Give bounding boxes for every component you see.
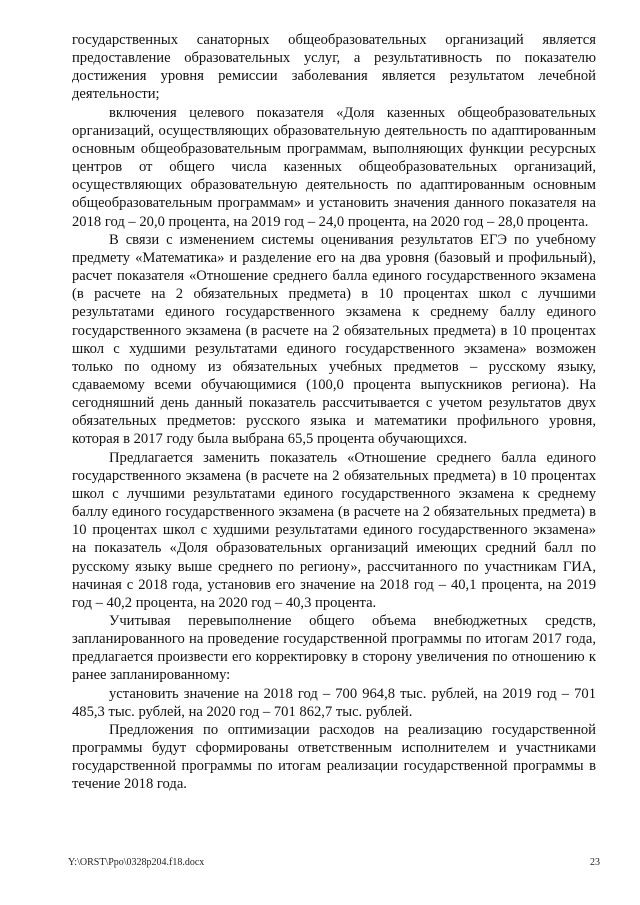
page-number: 23 bbox=[590, 857, 600, 868]
paragraph-funds-values: установить значение на 2018 год – 700 964,8 тыс. рублей, на 2019 год – 701 485,3 тыс. рублей, на 2020 год – 701 862,7 тыс. рублей. bbox=[72, 685, 596, 720]
document-body bbox=[72, 31, 596, 794]
paragraph-optimization-proposals: Предложения по оптимизации расходов на реализацию государственной программы будут сформированы ответственным исполнителем и участниками государственной программы по итогам реализации государственной программы в течение 2018 года. bbox=[72, 721, 596, 793]
paragraph-continuation: государственных санаторных общеобразовательных организаций является предоставление образовательных услуг, а результативность по показателю достижения уровня ремиссии заболевания является результатом лечебной деятельности; bbox=[72, 32, 596, 103]
paragraph-indicator-replacement: Предлагается заменить показатель «Отношение среднего балла единого государственного экзамена (в расчете на 2 обязательных предмета) в 10 процентах школ с лучшими результатами единого государственного экзамена к среднему баллу единого государственного экзамена (в расчете на 2 обязательных предмета) в 10 процентах школ с худшими результатами единого государственного экзамена» на показатель «Доля образовательных организаций имеющих средний балл по русскому языку выше среднего по региону», рассчитанного по участникам ГИА, начиная с 2018 года, установив его значение на 2018 год – 40,1 процента, на 2019 год – 40,2 процента, на 2020 год – 40,3 процента. bbox=[72, 449, 596, 611]
footer-file-path: Y:\ORST\Ppo\0328p204.f18.docx bbox=[68, 857, 205, 868]
paragraph-extrabudgetary-funds: Учитывая перевыполнение общего объема внебюджетных средств, запланированного на проведение государственной программы по итогам 2017 года, предлагается произвести его корректировку в сторону увеличения по отношению к ранее запланированному: bbox=[72, 613, 596, 684]
paragraph-ege-assessment: В связи с изменением системы оценивания результатов ЕГЭ по учебному предмету «Математика» и разделение его на два уровня (базовый и профильный), расчет показателя «Отношение среднего балла единого государственного экзамена (в расчете на 2 обязательных предмета) в 10 процентах школ с лучшими результатами единого государственного экзамена к среднему баллу единого государственного экзамена (в расчете на 2 обязательных предмета) в 10 процентах школ с худшими результатами единого государственного экзамена» возможен только по одному из обязательных учебных предметов – русскому языку, сдаваемому всеми обучающимися (100,0 процента выпускников региона). На сегодняшний день данный показатель рассчитывается с учетом результатов двух обязательных предметов: русского языка и математики профильного уровня, которая в 2017 году была выбрана 65,5 процента обучающихся. bbox=[72, 231, 596, 448]
paragraph-target-indicator: включения целевого показателя «Доля казенных общеобразовательных организаций, осуществляющих образовательную деятельность по адаптированным основным общеобразовательным программам, выполняющих функции ресурсных центров от общего числа казенных общеобразовательных организаций, осуществляющих образовательную деятельность по адаптированным основным общеобразовательным программам» и установить значения данного показателя на 2018 год – 20,0 процента, на 2019 год – 24,0 процента, на 2020 год – 28,0 процента. bbox=[72, 104, 596, 230]
